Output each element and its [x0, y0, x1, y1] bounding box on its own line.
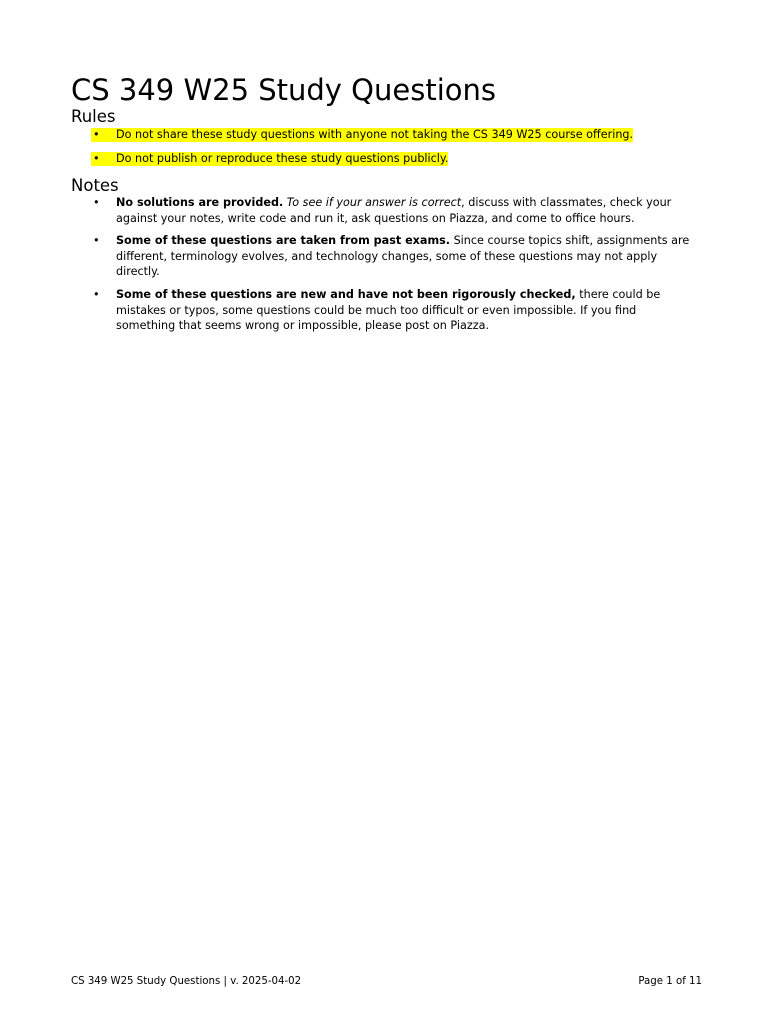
- bullet-icon: •: [93, 152, 100, 165]
- note-italic: To see if your answer is correct: [286, 196, 462, 209]
- note-lead: Some of these questions are taken from past exams.: [116, 234, 451, 248]
- bullet-icon: •: [93, 196, 100, 209]
- rule-text: Do not share these study questions with anyone not taking the CS 349 W25 course offering.: [116, 128, 634, 141]
- note-item: [0, 287, 768, 334]
- note-item: [0, 195, 768, 226]
- page-title: CS 349 W25 Study Questions: [71, 73, 497, 107]
- rules-heading: Rules: [71, 107, 116, 126]
- rule-item: [0, 127, 768, 151]
- footer-page-number: Page 1 of 11: [638, 976, 702, 987]
- note-rest: , discuss with classmates, check your against your notes, write code and run it, ask questions on Piazza, and come to office hours.: [116, 196, 672, 225]
- note-lead: Some of these questions are new and have not been rigorously checked,: [116, 287, 576, 301]
- note-text: [116, 287, 698, 334]
- note-item: [0, 233, 768, 280]
- rule-text: Do not publish or reproduce these study questions publicly.: [116, 152, 449, 165]
- bullet-icon: •: [93, 287, 100, 301]
- note-rest: there could be mistakes or typos, some questions could be much too difficult or even impossible. If you find something that seems wrong or impossible, please post on Piazza.: [116, 287, 661, 333]
- rules-list: [0, 127, 768, 175]
- note-lead: No solutions are provided.: [116, 196, 284, 209]
- notes-heading: Notes: [71, 176, 119, 195]
- note-text: [116, 195, 698, 226]
- note-rest: Since course topics shift, assignments are different, terminology evolves, and technology changes, some of these questions may not apply directly.: [116, 234, 690, 279]
- bullet-icon: •: [93, 234, 100, 248]
- bullet-icon: •: [93, 128, 100, 141]
- notes-list: [0, 195, 768, 341]
- rule-item: [0, 151, 768, 175]
- note-text: [116, 233, 698, 280]
- footer-doc-info: CS 349 W25 Study Questions | v. 2025-04-02: [71, 976, 302, 987]
